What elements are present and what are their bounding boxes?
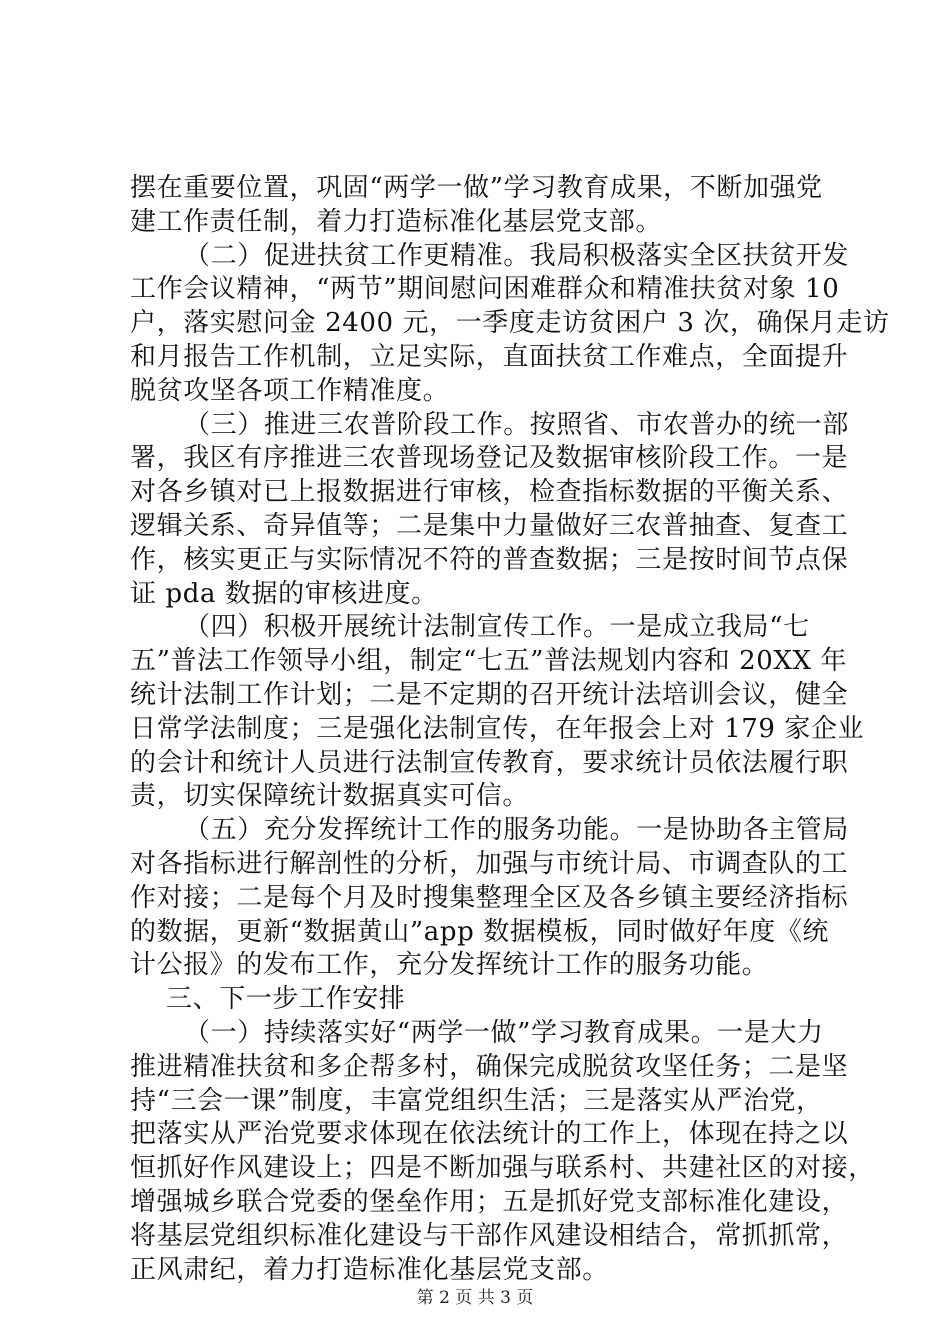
body-line: 推进精准扶贫和多企帮多村，确保完成脱贫攻坚任务；二是坚 <box>130 1051 849 1082</box>
body-line: 正风肃纪，着力打造标准化基层党支部。 <box>130 1254 609 1285</box>
section-heading-1: （一）持续落实好“两学一做”学习教育成果。一是大力 <box>184 1017 824 1048</box>
body-line: 摆在重要位置，巩固“两学一做”学习教育成果，不断加强党 <box>130 173 823 203</box>
page-number-footer: 第 2 页 共 3 页 <box>416 1288 534 1308</box>
body-line: 日常学法制度；三是强化法制宣传，在年报会上对 179 家企业 <box>130 713 865 744</box>
body-line: 作对接；二是每个月及时搜集整理全区及各乡镇主要经济指标 <box>130 882 849 913</box>
body-line: 把落实从严治党要求体现在依法统计的工作上，体现在持之以 <box>130 1119 849 1150</box>
body-line: 五”普法工作领导小组，制定“七五”普法规划内容和 20XX 年 <box>130 646 848 677</box>
body-line: 建工作责任制，着力打造标准化基层党支部。 <box>130 206 663 237</box>
body-line: 署，我区有序推进三农普现场登记及数据审核阶段工作。一是 <box>130 443 849 474</box>
section-heading-2: （二）促进扶贫工作更精准。我局积极落实全区扶贫开发 <box>184 240 850 271</box>
section-heading-4: （四）积极开展统计法制宣传工作。一是成立我局“七 <box>184 612 810 643</box>
body-line: 的数据，更新“数据黄山”app 数据模板，同时做好年度《统 <box>130 916 830 947</box>
body-line: 对各乡镇对已上报数据进行审核，检查指标数据的平衡关系、 <box>130 477 849 508</box>
body-line: 的会计和统计人员进行法制宣传教育，要求统计员依法履行职 <box>130 747 849 778</box>
document-body <box>130 172 890 1287</box>
body-line: 将基层党组织标准化建设与干部作风建设相结合，常抓抓常， <box>130 1220 849 1251</box>
body-line: 持“三会一课”制度，丰富党组织生活；三是落实从严治党， <box>130 1085 823 1116</box>
body-line: 对各指标进行解剖性的分析，加强与市统计局、市调查队的工 <box>130 848 849 879</box>
body-line: 和月报告工作机制，立足实际，直面扶贫工作难点，全面提升 <box>130 341 849 372</box>
body-line: 证 pda 数据的审核进度。 <box>130 578 438 609</box>
body-line: 计公报》的发布工作，充分发挥统计工作的服务功能。 <box>130 950 769 981</box>
body-line: 恒抓好作风建设上；四是不断加强与联系村、共建社区的对接， <box>130 1153 875 1184</box>
chapter-heading-3: 三、下一步工作安排 <box>166 984 406 1015</box>
body-line: 责，切实保障统计数据真实可信。 <box>130 781 530 812</box>
body-line: 工作会议精神，“两节”期间慰问困难群众和精准扶贫对象 10 <box>130 274 840 305</box>
body-line: 户，落实慰问金 2400 元，一季度走访贫困户 3 次，确保月走访 <box>130 308 890 339</box>
body-line: 作，核实更正与实际情况不符的普查数据；三是按时间节点保 <box>130 544 849 575</box>
body-line: 逻辑关系、奇异值等；二是集中力量做好三农普抽查、复查工 <box>130 510 849 541</box>
body-line: 脱贫攻坚各项工作精准度。 <box>130 375 450 406</box>
section-heading-3: （三）推进三农普阶段工作。按照省、市农普办的统一部 <box>184 409 850 440</box>
body-line: 增强城乡联合党委的堡垒作用；五是抓好党支部标准化建设， <box>130 1186 849 1217</box>
body-line: 统计法制工作计划；二是不定期的召开统计法培训会议，健全 <box>130 679 849 710</box>
section-heading-5: （五）充分发挥统计工作的服务功能。一是协助各主管局 <box>184 815 850 846</box>
